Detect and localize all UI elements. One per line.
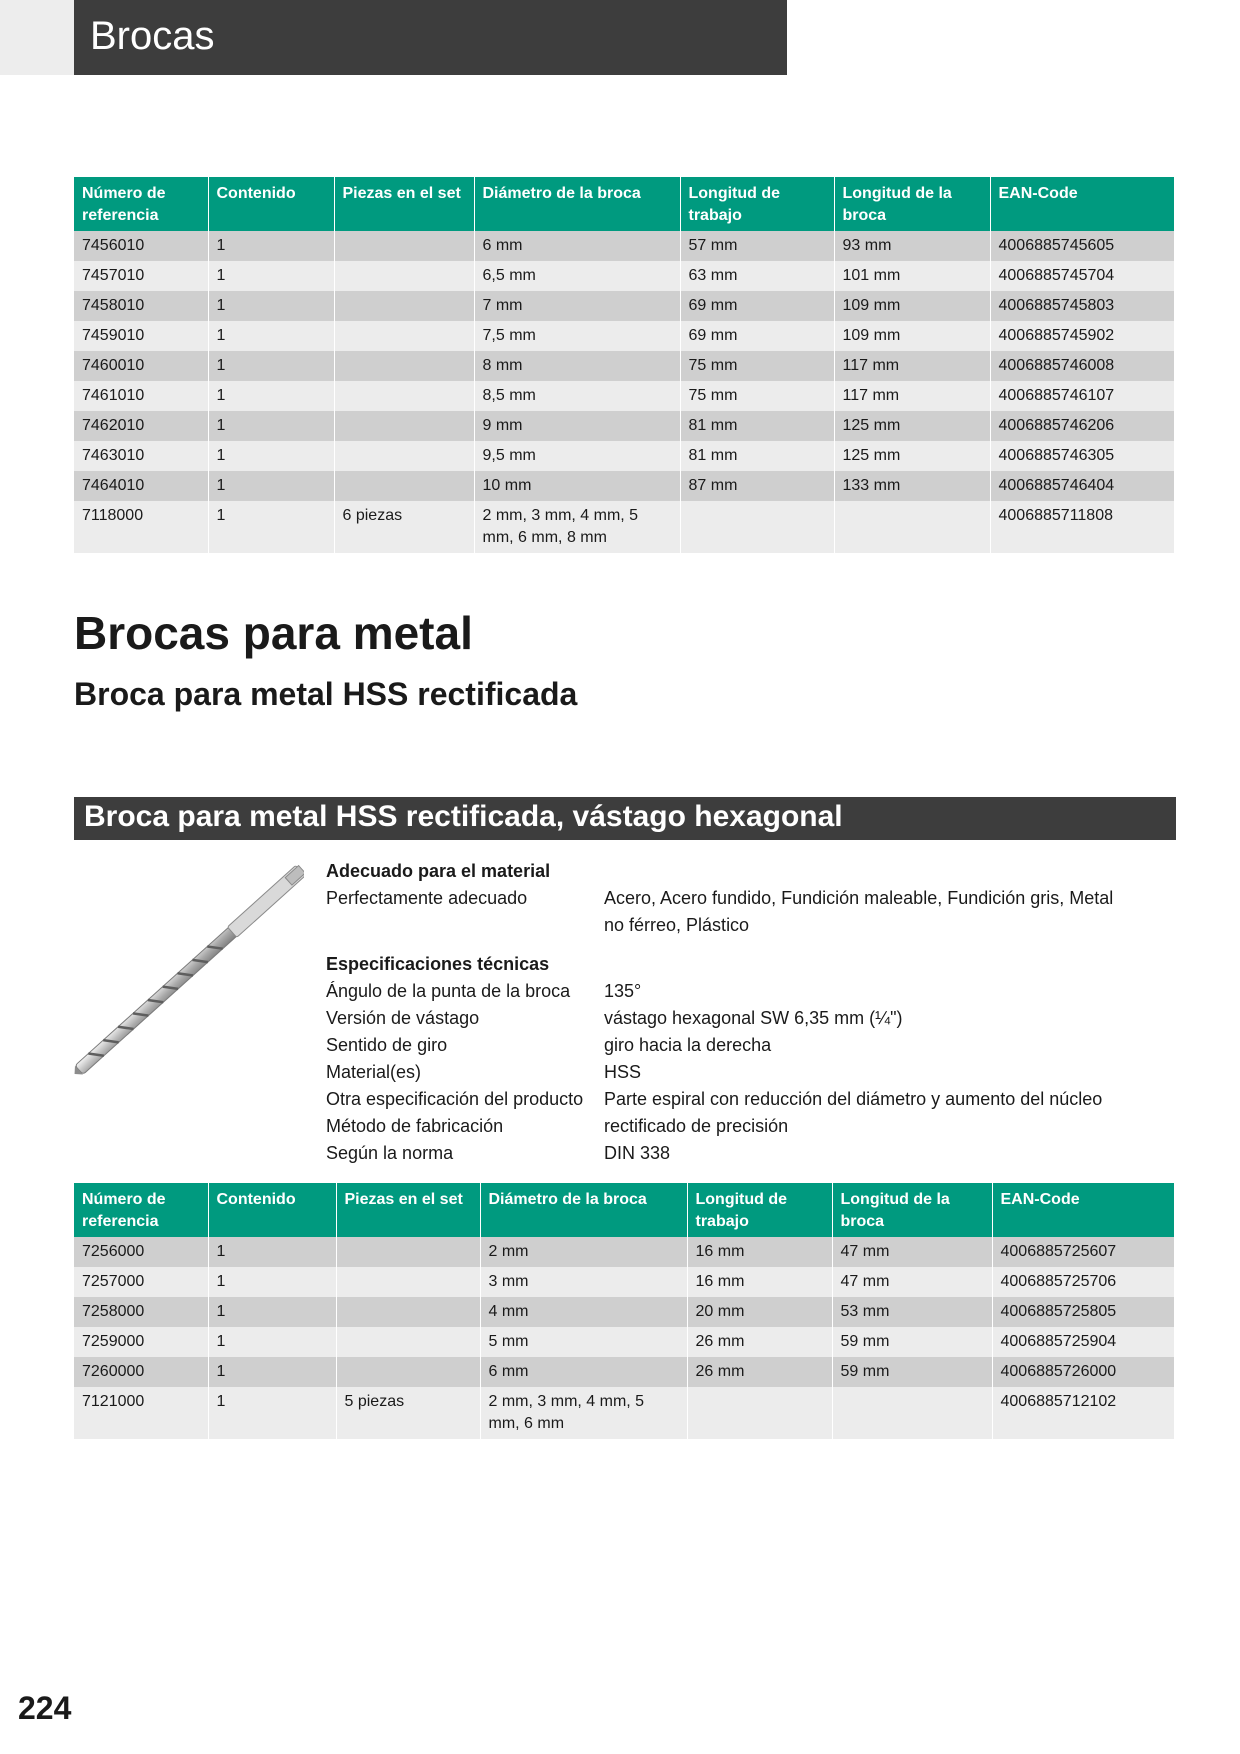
col-header-ean: EAN-Code <box>992 1183 1174 1237</box>
cell-content: 1 <box>208 231 334 261</box>
cell-total-length <box>834 501 990 553</box>
cell-working-length: 16 mm <box>687 1267 832 1297</box>
cell-ean: 4006885745704 <box>990 261 1174 291</box>
spec-label: Perfectamente adecuado <box>326 888 528 908</box>
header-side-block <box>0 0 74 75</box>
col-header-pieces: Piezas en el set <box>336 1183 480 1237</box>
spec-value: 135° <box>604 981 642 1001</box>
cell-reference: 7464010 <box>74 471 208 501</box>
cell-diameter: 6 mm <box>474 231 680 261</box>
cell-diameter: 9,5 mm <box>474 441 680 471</box>
cell-pieces <box>336 1327 480 1357</box>
col-header-diameter: Diámetro de la broca <box>474 177 680 231</box>
cell-diameter: 8,5 mm <box>474 381 680 411</box>
cell-reference: 7121000 <box>74 1387 208 1439</box>
cell-diameter: 3 mm <box>480 1267 687 1297</box>
cell-diameter: 10 mm <box>474 471 680 501</box>
cell-ean: 4006885745803 <box>990 291 1174 321</box>
material-heading: Adecuado para el material <box>326 861 551 881</box>
cell-content: 1 <box>208 1267 336 1297</box>
cell-ean: 4006885712102 <box>992 1387 1174 1439</box>
cell-content: 1 <box>208 501 334 553</box>
cell-pieces <box>334 261 474 291</box>
cell-diameter: 7 mm <box>474 291 680 321</box>
col-header-diameter: Diámetro de la broca <box>480 1183 687 1237</box>
cell-ean: 4006885746404 <box>990 471 1174 501</box>
cell-pieces <box>334 321 474 351</box>
cell-working-length: 69 mm <box>680 291 834 321</box>
table-row <box>74 231 1174 261</box>
product-title: Broca para metal HSS rectificada, vástago hexagonal <box>84 800 843 833</box>
table-header-row <box>74 1183 1174 1237</box>
table-row <box>74 381 1174 411</box>
table-row <box>74 261 1174 291</box>
spec-value: vástago hexagonal SW 6,35 mm (¼") <box>604 1008 903 1028</box>
cell-total-length: 133 mm <box>834 471 990 501</box>
cell-content: 1 <box>208 381 334 411</box>
cell-pieces: 6 piezas <box>334 501 474 553</box>
cell-diameter: 6 mm <box>480 1357 687 1387</box>
cell-ean: 4006885746206 <box>990 411 1174 441</box>
cell-working-length: 57 mm <box>680 231 834 261</box>
cell-total-length: 125 mm <box>834 411 990 441</box>
table-row <box>74 321 1174 351</box>
cell-ean: 4006885725805 <box>992 1297 1174 1327</box>
cell-working-length: 63 mm <box>680 261 834 291</box>
cell-ean: 4006885726000 <box>992 1357 1174 1387</box>
cell-reference: 7118000 <box>74 501 208 553</box>
col-header-total-length: Longitud de la broca <box>832 1183 992 1237</box>
cell-working-length <box>687 1387 832 1439</box>
cell-pieces <box>334 471 474 501</box>
col-header-working-length: Longitud de trabajo <box>687 1183 832 1237</box>
header-bar <box>74 0 787 75</box>
cell-reference: 7256000 <box>74 1237 208 1267</box>
table-header-row <box>74 177 1174 231</box>
cell-pieces <box>334 411 474 441</box>
cell-content: 1 <box>208 411 334 441</box>
cell-pieces <box>336 1267 480 1297</box>
cell-total-length: 117 mm <box>834 381 990 411</box>
cell-total-length: 117 mm <box>834 351 990 381</box>
cell-ean: 4006885725904 <box>992 1327 1174 1357</box>
cell-working-length: 26 mm <box>687 1357 832 1387</box>
spec-row <box>326 978 1124 1005</box>
cell-diameter: 6,5 mm <box>474 261 680 291</box>
cell-reference: 7456010 <box>74 231 208 261</box>
cell-reference: 7258000 <box>74 1297 208 1327</box>
cell-working-length: 75 mm <box>680 381 834 411</box>
spec-label: Otra especificación del producto <box>326 1089 584 1109</box>
cell-content: 1 <box>208 1327 336 1357</box>
spec-value: Acero, Acero fundido, Fundición maleable, Fundición gris, Metal no férreo, Plástico <box>604 888 1114 935</box>
cell-ean: 4006885725607 <box>992 1237 1174 1267</box>
cell-reference: 7457010 <box>74 261 208 291</box>
page-number: 224 <box>18 1690 72 1726</box>
spec-value: DIN 338 <box>604 1143 671 1163</box>
cell-content: 1 <box>208 1357 336 1387</box>
cell-reference: 7460010 <box>74 351 208 381</box>
cell-working-length: 87 mm <box>680 471 834 501</box>
spec-row <box>326 1005 1124 1032</box>
cell-content: 1 <box>208 261 334 291</box>
cell-pieces: 5 piezas <box>336 1387 480 1439</box>
table-row <box>74 1237 1174 1267</box>
product-title-bar <box>74 797 1176 840</box>
col-header-content: Contenido <box>208 177 334 231</box>
cell-reference: 7459010 <box>74 321 208 351</box>
cell-working-length: 81 mm <box>680 411 834 441</box>
cell-pieces <box>334 231 474 261</box>
cell-pieces <box>336 1237 480 1267</box>
col-header-pieces: Piezas en el set <box>334 177 474 231</box>
cell-total-length: 47 mm <box>832 1237 992 1267</box>
cell-reference: 7259000 <box>74 1327 208 1357</box>
cell-diameter: 2 mm, 3 mm, 4 mm, 5 mm, 6 mm, 8 mm <box>474 501 680 553</box>
cell-content: 1 <box>208 1387 336 1439</box>
cell-working-length: 26 mm <box>687 1327 832 1357</box>
cell-pieces <box>334 441 474 471</box>
drill-bit-icon <box>74 860 304 1082</box>
spec-label: Ángulo de la punta de la broca <box>326 981 571 1001</box>
cell-pieces <box>336 1297 480 1327</box>
cell-ean: 4006885746305 <box>990 441 1174 471</box>
col-header-content: Contenido <box>208 1183 336 1237</box>
cell-reference: 7463010 <box>74 441 208 471</box>
cell-working-length: 16 mm <box>687 1237 832 1267</box>
table-row <box>74 1267 1174 1297</box>
section-title: Brocas para metal <box>74 607 473 659</box>
cell-pieces <box>336 1357 480 1387</box>
cell-total-length: 47 mm <box>832 1267 992 1297</box>
cell-total-length: 59 mm <box>832 1327 992 1357</box>
cell-diameter: 2 mm, 3 mm, 4 mm, 5 mm, 6 mm <box>480 1387 687 1439</box>
table-row <box>74 1297 1174 1327</box>
table-row <box>74 411 1174 441</box>
cell-working-length: 20 mm <box>687 1297 832 1327</box>
drill-table-2 <box>74 1183 1174 1439</box>
cell-reference: 7257000 <box>74 1267 208 1297</box>
spec-value: Parte espiral con reducción del diámetro y aumento del núcleo <box>604 1089 1103 1109</box>
table-row <box>74 501 1174 553</box>
cell-working-length: 69 mm <box>680 321 834 351</box>
spec-label: Según la norma <box>326 1143 454 1163</box>
cell-total-length: 59 mm <box>832 1357 992 1387</box>
cell-ean: 4006885746107 <box>990 381 1174 411</box>
spec-value: giro hacia la derecha <box>604 1035 772 1055</box>
cell-ean: 4006885746008 <box>990 351 1174 381</box>
section-subtitle: Broca para metal HSS rectificada <box>74 676 578 712</box>
spec-row <box>326 1032 1124 1059</box>
cell-total-length: 109 mm <box>834 291 990 321</box>
cell-reference: 7462010 <box>74 411 208 441</box>
spec-label: Material(es) <box>326 1062 422 1082</box>
spec-label: Sentido de giro <box>326 1035 448 1055</box>
cell-pieces <box>334 381 474 411</box>
table-row <box>74 1327 1174 1357</box>
cell-reference: 7461010 <box>74 381 208 411</box>
spec-row <box>326 1059 1124 1086</box>
cell-ean: 4006885711808 <box>990 501 1174 553</box>
cell-content: 1 <box>208 1237 336 1267</box>
col-header-reference: Número de referencia <box>74 1183 208 1237</box>
cell-diameter: 5 mm <box>480 1327 687 1357</box>
cell-pieces <box>334 291 474 321</box>
spec-value: HSS <box>604 1062 642 1082</box>
cell-ean: 4006885745902 <box>990 321 1174 351</box>
cell-total-length: 101 mm <box>834 261 990 291</box>
col-header-ean: EAN-Code <box>990 177 1174 231</box>
spec-row <box>326 1086 1124 1113</box>
cell-content: 1 <box>208 441 334 471</box>
cell-diameter: 9 mm <box>474 411 680 441</box>
spec-row <box>326 1113 1124 1140</box>
product-specifications <box>326 858 1124 1167</box>
tech-heading: Especificaciones técnicas <box>326 954 550 974</box>
table-row <box>74 471 1174 501</box>
cell-working-length: 75 mm <box>680 351 834 381</box>
cell-content: 1 <box>208 1297 336 1327</box>
cell-content: 1 <box>208 321 334 351</box>
col-header-reference: Número de referencia <box>74 177 208 231</box>
cell-total-length: 53 mm <box>832 1297 992 1327</box>
spec-row <box>326 885 1124 939</box>
cell-total-length: 93 mm <box>834 231 990 261</box>
cell-reference: 7458010 <box>74 291 208 321</box>
cell-diameter: 8 mm <box>474 351 680 381</box>
col-header-working-length: Longitud de trabajo <box>680 177 834 231</box>
col-header-total-length: Longitud de la broca <box>834 177 990 231</box>
spec-value: rectificado de precisión <box>604 1116 789 1136</box>
cell-working-length <box>680 501 834 553</box>
spec-label: Versión de vástago <box>326 1008 480 1028</box>
cell-total-length: 125 mm <box>834 441 990 471</box>
cell-reference: 7260000 <box>74 1357 208 1387</box>
cell-total-length <box>832 1387 992 1439</box>
cell-diameter: 2 mm <box>480 1237 687 1267</box>
cell-content: 1 <box>208 471 334 501</box>
cell-working-length: 81 mm <box>680 441 834 471</box>
cell-ean: 4006885745605 <box>990 231 1174 261</box>
table-row <box>74 441 1174 471</box>
cell-diameter: 7,5 mm <box>474 321 680 351</box>
cell-ean: 4006885725706 <box>992 1267 1174 1297</box>
spec-label: Método de fabricación <box>326 1116 504 1136</box>
cell-content: 1 <box>208 351 334 381</box>
page-header-title: Brocas <box>90 14 215 58</box>
drill-table-1 <box>74 177 1174 553</box>
table-row <box>74 351 1174 381</box>
cell-total-length: 109 mm <box>834 321 990 351</box>
cell-content: 1 <box>208 291 334 321</box>
cell-pieces <box>334 351 474 381</box>
table-row <box>74 1357 1174 1387</box>
spec-row <box>326 1140 1124 1167</box>
cell-diameter: 4 mm <box>480 1297 687 1327</box>
table-row <box>74 1387 1174 1439</box>
table-row <box>74 291 1174 321</box>
